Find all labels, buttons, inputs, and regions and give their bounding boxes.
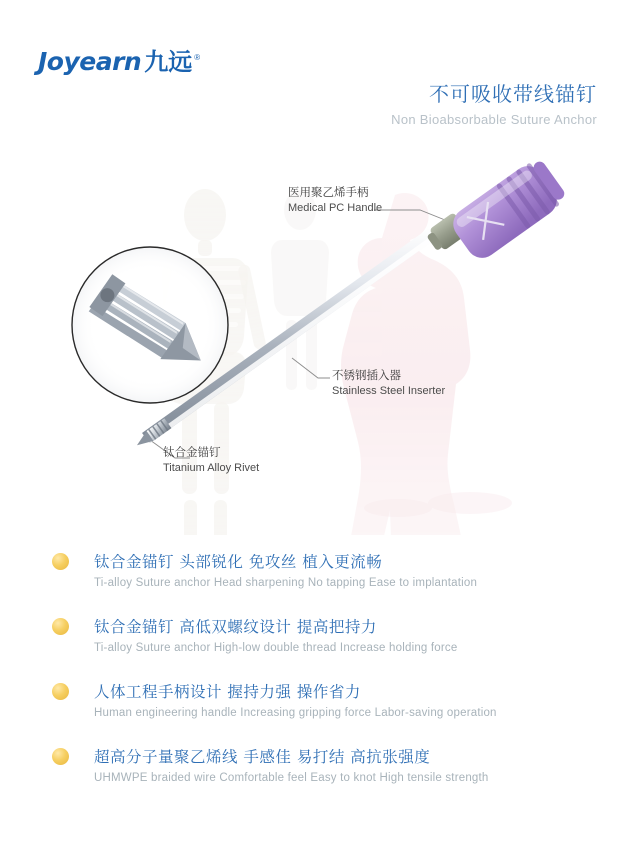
- feature-item: [52, 680, 597, 719]
- feature-text-en: Human engineering handle Increasing gripping force Labor-saving operation: [94, 707, 497, 719]
- callout-handle-en: Medical PC Handle: [288, 201, 383, 214]
- brand-wordmark-cn: 九远: [144, 48, 193, 76]
- page-title: 不可吸收带线锚钉: [429, 82, 597, 106]
- callout-inserter-en: Stainless Steel Inserter: [332, 384, 446, 397]
- feature-text-cn: 超高分子量聚乙烯线 手感佳 易打结 高抗张强度: [94, 748, 431, 766]
- page-subtitle: Non Bioabsorbable Suture Anchor: [391, 112, 597, 127]
- callout-rivet-en: Titanium Alloy Rivet: [163, 461, 260, 474]
- brand-wordmark: Joyearn: [38, 47, 142, 76]
- feature-list: [52, 550, 597, 810]
- feature-item: [52, 615, 597, 654]
- callout-inserter: [332, 368, 445, 398]
- feature-text-cn: 钛合金锚钉 高低双螺纹设计 提高把持力: [94, 618, 377, 636]
- page-title-block: [391, 78, 597, 127]
- callout-rivet-cn: 钛合金锚钉: [163, 445, 221, 459]
- feature-item: [52, 550, 597, 589]
- callout-handle: [288, 185, 382, 215]
- feature-text-en: Ti-alloy Suture anchor High-low double thread Increase holding force: [94, 642, 458, 654]
- callout-inserter-cn: 不锈钢插入器: [332, 368, 401, 382]
- bullet-dot-icon: [52, 683, 69, 700]
- brand-logo: [38, 42, 200, 77]
- callout-rivet: [163, 445, 259, 475]
- feature-text-cn: 人体工程手柄设计 握持力强 操作省力: [94, 683, 361, 701]
- feature-text-en: UHMWPE braided wire Comfortable feel Easy to knot High tensile strength: [94, 772, 489, 784]
- bullet-dot-icon: [52, 748, 69, 765]
- feature-text-cn: 钛合金锚钉 头部锐化 免攻丝 植入更流畅: [94, 553, 383, 571]
- magnified-screw-detail: [72, 247, 228, 403]
- bullet-dot-icon: [52, 618, 69, 635]
- registered-trademark-icon: ®: [194, 53, 201, 62]
- bullet-dot-icon: [52, 553, 69, 570]
- feature-text-en: Ti-alloy Suture anchor Head sharpening No tapping Ease to implantation: [94, 577, 478, 589]
- callout-handle-cn: 医用聚乙烯手柄: [288, 185, 369, 199]
- feature-item: [52, 745, 597, 784]
- product-illustration: [0, 140, 625, 535]
